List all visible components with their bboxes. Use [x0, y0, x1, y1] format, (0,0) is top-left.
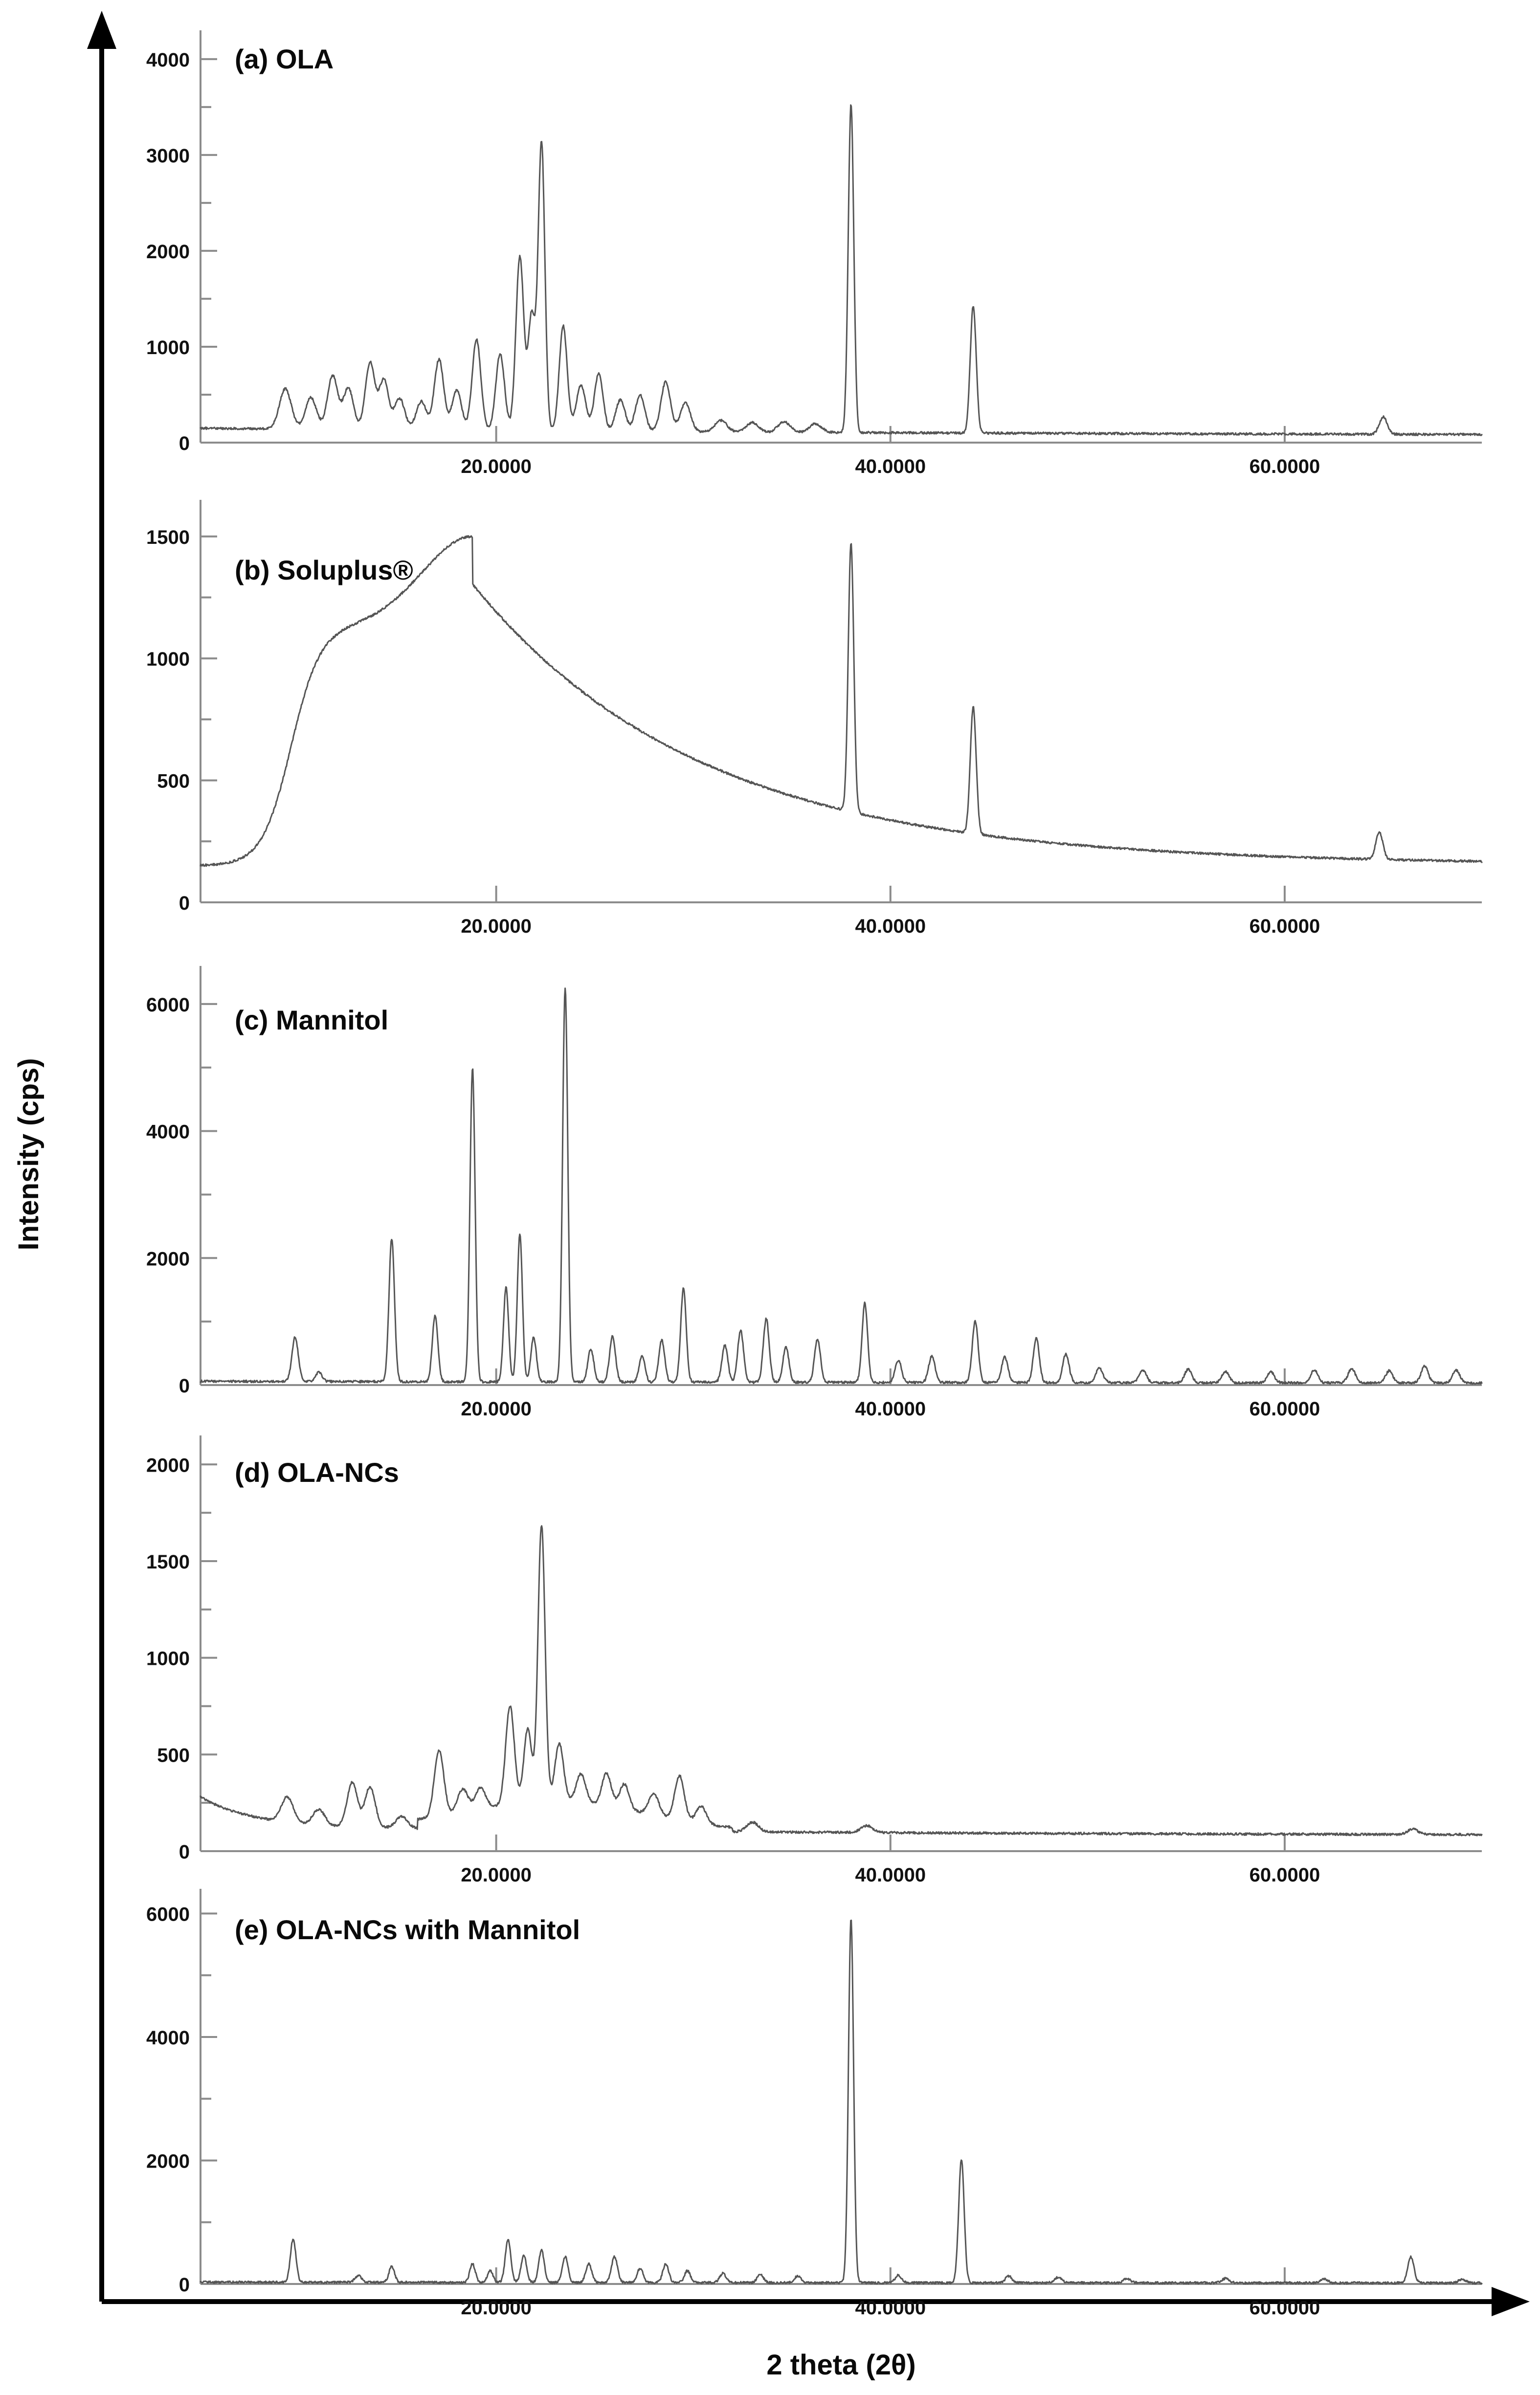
panel-group	[146, 30, 1482, 2319]
y-tick-label: 4000	[146, 49, 190, 71]
y-tick-label: 1000	[146, 649, 190, 671]
y-tick-label: 0	[179, 433, 190, 454]
x-axis-title: 2 theta (2θ)	[766, 2349, 916, 2381]
panel-title-c: (c) Mannitol	[235, 1005, 389, 1035]
panel-title-e: (e) OLA-NCs with Mannitol	[235, 1914, 580, 1945]
x-tick-label: 60.0000	[1249, 1864, 1320, 1886]
panel-a	[146, 30, 1482, 477]
x-tick-label: 20.0000	[461, 2297, 532, 2319]
x-tick-label: 20.0000	[461, 916, 532, 937]
y-axis-arrow-icon	[87, 11, 116, 49]
y-tick-label: 6000	[146, 1903, 190, 1925]
x-tick-label: 60.0000	[1249, 456, 1320, 477]
panel-c	[146, 966, 1482, 1420]
trace-a	[201, 105, 1482, 436]
trace-c	[201, 988, 1482, 1384]
x-tick-label: 20.0000	[461, 1864, 532, 1886]
y-tick-label: 4000	[146, 2027, 190, 2049]
y-tick-label: 500	[157, 1745, 190, 1767]
panel-title-d: (d) OLA-NCs	[235, 1457, 399, 1488]
y-tick-label: 1500	[146, 1551, 190, 1573]
y-tick-label: 0	[179, 893, 190, 914]
x-tick-label: 60.0000	[1249, 1398, 1320, 1420]
x-tick-label: 40.0000	[855, 1864, 926, 1886]
panel-d	[146, 1435, 1482, 1886]
y-tick-label: 4000	[146, 1121, 190, 1143]
y-tick-label: 500	[157, 770, 190, 792]
y-tick-label: 0	[179, 1841, 190, 1863]
y-tick-label: 2000	[146, 1455, 190, 1477]
y-tick-label: 2000	[146, 241, 190, 263]
x-tick-label: 40.0000	[855, 456, 926, 477]
x-tick-label: 60.0000	[1249, 2297, 1320, 2319]
x-tick-label: 40.0000	[855, 916, 926, 937]
x-axis-arrow-icon	[1492, 2287, 1530, 2316]
x-tick-label: 40.0000	[855, 2297, 926, 2319]
y-tick-label: 2000	[146, 1248, 190, 1270]
y-tick-label: 2000	[146, 2150, 190, 2172]
x-tick-label: 40.0000	[855, 1398, 926, 1420]
x-tick-label: 20.0000	[461, 1398, 532, 1420]
y-tick-label: 3000	[146, 145, 190, 167]
trace-d	[201, 1526, 1482, 1835]
master-axes	[87, 11, 1530, 2316]
trace-e	[201, 1920, 1482, 2284]
panel-e	[146, 1889, 1482, 2319]
y-tick-label: 1500	[146, 526, 190, 548]
panel-title-a: (a) OLA	[235, 44, 334, 74]
y-tick-label: 1000	[146, 336, 190, 358]
panel-title-b: (b) Soluplus®	[235, 555, 413, 585]
y-axis-title: Intensity (cps)	[13, 1058, 45, 1251]
y-tick-label: 1000	[146, 1648, 190, 1670]
y-tick-label: 6000	[146, 994, 190, 1016]
x-tick-label: 20.0000	[461, 456, 532, 477]
x-tick-label: 60.0000	[1249, 916, 1320, 937]
y-tick-label: 0	[179, 1375, 190, 1397]
y-tick-label: 0	[179, 2274, 190, 2296]
panel-b	[146, 500, 1482, 937]
